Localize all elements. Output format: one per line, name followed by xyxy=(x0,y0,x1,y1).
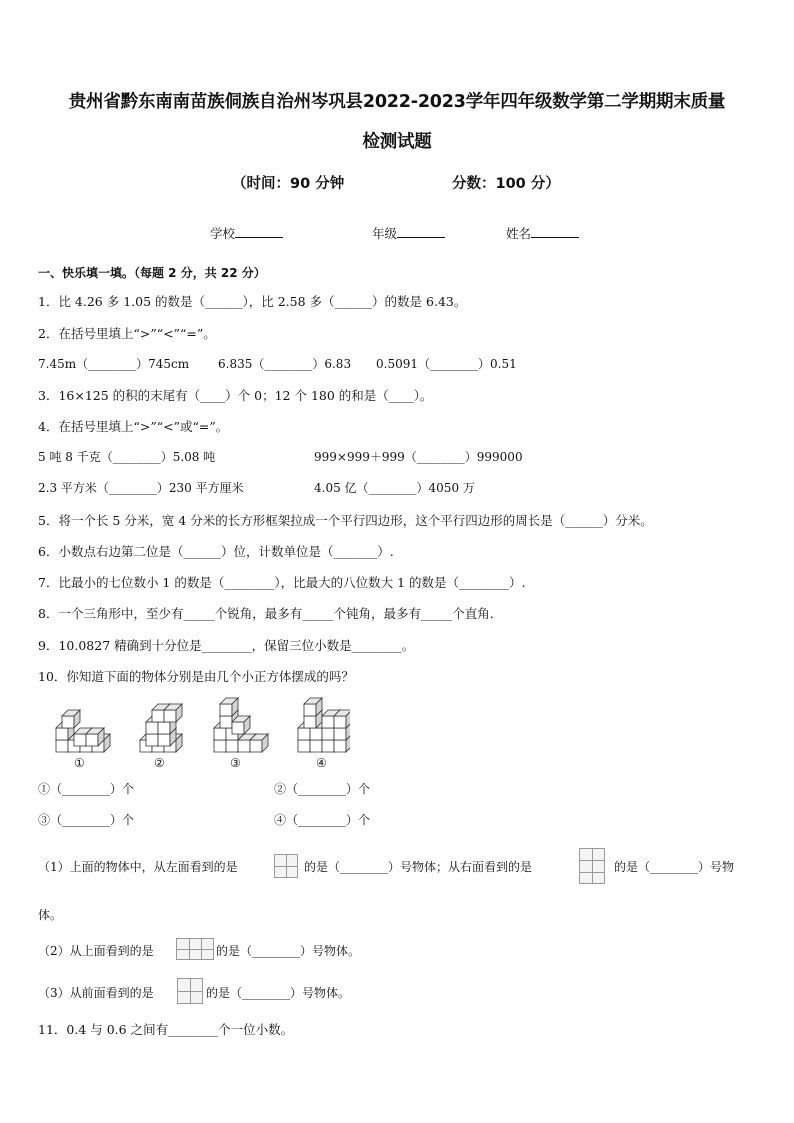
page-title-line2: 检测试题 xyxy=(362,132,432,152)
left-view-grid xyxy=(274,854,298,878)
answer-4: ④（________）个 xyxy=(274,813,371,827)
question-2b: 6.835（________）6.83 xyxy=(218,357,352,371)
question-6: 6．小数点右边第二位是（______）位，计数单位是（_______）. xyxy=(38,544,394,559)
subq3-part-a: （3）从前面看到的是 xyxy=(38,986,154,1000)
subq1-part-c: 的是（________）号物 xyxy=(614,860,735,874)
question-4b: 999×999＋999（________）999000 xyxy=(314,450,523,464)
grade-blank[interactable] xyxy=(397,224,445,238)
subq3-part-b: 的是（________）号物体。 xyxy=(206,986,351,1000)
right-view-grid xyxy=(579,848,605,884)
question-7: 7．比最小的七位数小 1 的数是（________），比最大的八位数大 1 的数是（________）. xyxy=(38,575,526,590)
exam-score: 分数：100 分） xyxy=(452,176,560,192)
name-blank[interactable] xyxy=(531,224,579,238)
question-4c: 2.3 平方米（________）230 平方厘米 xyxy=(38,481,244,495)
school-field xyxy=(210,224,283,242)
answer-3: ③（________）个 xyxy=(38,813,135,827)
front-view-grid xyxy=(177,978,203,1004)
school-blank[interactable] xyxy=(235,224,283,238)
question-1: 1．比 4.26 多 1.05 的数是（______），比 2.58 多（______）的数是 6.43。 xyxy=(38,294,467,309)
question-10-stem: 10．你知道下面的物体分别是由几个小正方体摆成的吗？ xyxy=(38,669,354,684)
school-label: 学校 xyxy=(210,226,236,241)
top-view-grid xyxy=(176,938,214,960)
figure-label-4: ④ xyxy=(316,756,327,770)
subq2-part-b: 的是（________）号物体。 xyxy=(216,944,361,958)
subq2-part-a: （2）从上面看到的是 xyxy=(38,944,154,958)
question-2-stem: 2．在括号里填上“>”“<”“=”。 xyxy=(38,326,216,341)
figure-label-1: ① xyxy=(74,756,85,770)
subq1-part-b: 的是（________）号物体；从右面看到的是 xyxy=(304,860,533,874)
cube-figure-1 xyxy=(56,710,110,752)
name-field xyxy=(506,224,579,242)
cube-figure-4 xyxy=(298,698,350,752)
exam-time: （时间：90 分钟 xyxy=(232,176,345,192)
cube-figure-2 xyxy=(140,704,182,752)
question-3: 3．16×125 的积的末尾有（____）个 0；12 个 180 的和是（____）。 xyxy=(38,388,433,403)
subq1-part-d: 体。 xyxy=(38,908,63,922)
question-11: 11．0.4 与 0.6 之间有________个一位小数。 xyxy=(38,1022,294,1037)
figure-label-3: ③ xyxy=(230,756,241,770)
grade-field xyxy=(372,224,445,242)
question-9: 9．10.0827 精确到十分位是________，保留三位小数是________。 xyxy=(38,638,415,653)
question-2c: 0.5091（________）0.51 xyxy=(376,357,517,371)
subq1-part-a: （1）上面的物体中，从左面看到的是 xyxy=(38,860,238,874)
question-4d: 4.05 亿（________）4050 万 xyxy=(314,481,475,495)
figure-label-2: ② xyxy=(154,756,165,770)
question-8: 8．一个三角形中，至少有_____个锐角，最多有_____个钝角，最多有_____个直角． xyxy=(38,606,503,621)
question-4a: 5 吨 8 千克（________）5.08 吨 xyxy=(38,450,216,464)
answer-1: ①（________）个 xyxy=(38,782,135,796)
page-title: 贵州省黔东南南苗族侗族自治州岑巩县2022-2023学年四年级数学第二学期期末质量 xyxy=(68,92,726,112)
section-heading: 一、快乐填一填。（每题 2 分，共 22 分） xyxy=(38,266,266,280)
question-5: 5．将一个长 5 分米，宽 4 分米的长方形框架拉成一个平行四边形，这个平行四边形的周长是（______）分米。 xyxy=(38,513,653,528)
question-4-stem: 4．在括号里填上“>”“<”或“=”。 xyxy=(38,419,229,434)
cube-figures xyxy=(50,696,350,758)
grade-label: 年级 xyxy=(372,226,398,241)
question-2a: 7.45m（________）745cm xyxy=(38,357,190,371)
answer-2: ②（________）个 xyxy=(274,782,371,796)
cube-figure-3 xyxy=(214,698,268,752)
name-label: 姓名 xyxy=(506,226,532,241)
